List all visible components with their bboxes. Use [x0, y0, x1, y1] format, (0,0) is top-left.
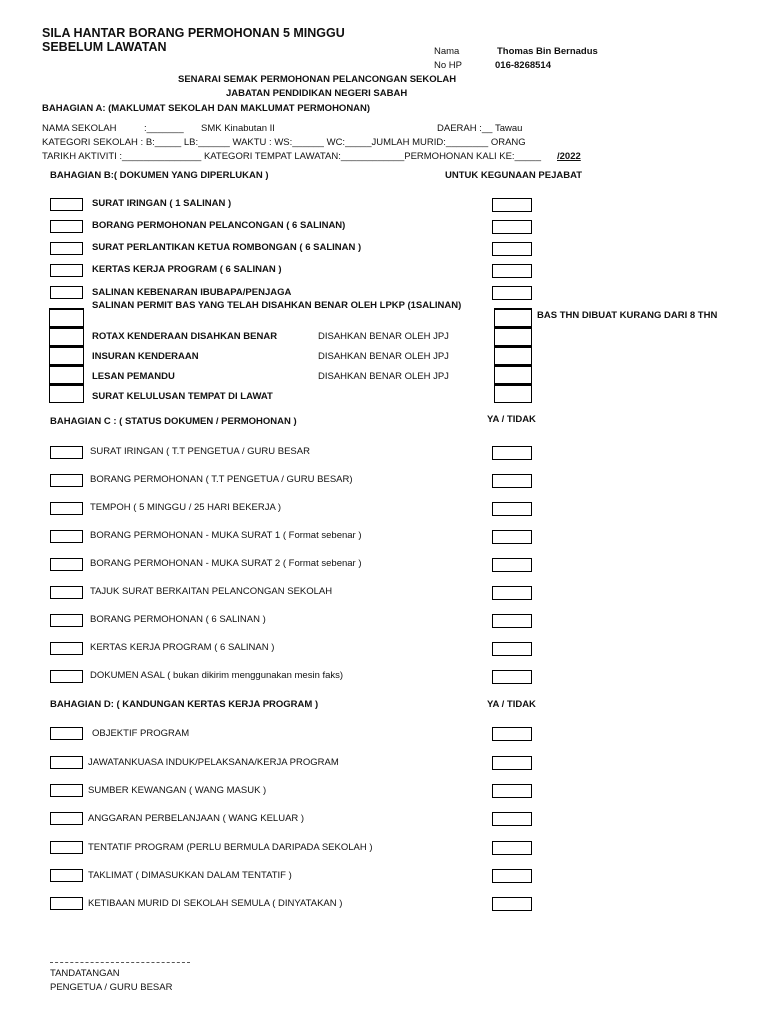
doc-subtitle: JABATAN PENDIDIKAN NEGERI SABAH — [226, 88, 408, 99]
checkbox-d7[interactable] — [50, 897, 83, 910]
signature-line — [50, 962, 190, 963]
doc-item-1: SURAT IRINGAN ( 1 SALINAN ) — [92, 198, 232, 209]
checkbox-d6[interactable] — [50, 869, 83, 882]
office-checkbox-b4[interactable] — [492, 264, 532, 278]
checkbox-c5[interactable] — [50, 558, 83, 571]
status-checkbox-c3[interactable] — [492, 502, 532, 516]
status-item-9: DOKUMEN ASAL ( bukan dikirim menggunakan mesin faks) — [90, 670, 344, 681]
status-item-8: KERTAS KERJA PROGRAM ( 6 SALINAN ) — [90, 642, 275, 653]
office-checkbox-b1[interactable] — [492, 198, 532, 212]
content-item-6: TAKLIMAT ( DIMASUKKAN DALAM TENTATIF ) — [88, 870, 292, 881]
office-checkbox-b3[interactable] — [492, 242, 532, 256]
doc-item-10: SURAT KELULUSAN TEMPAT DI LAWAT — [92, 391, 273, 402]
checkbox-c2[interactable] — [50, 474, 83, 487]
status-checkbox-c1[interactable] — [492, 446, 532, 460]
content-checkbox-d7[interactable] — [492, 897, 532, 911]
checkbox-c8[interactable] — [50, 642, 83, 655]
nama-value: Thomas Bin Bernadus — [497, 46, 598, 57]
office-checkbox-b5[interactable] — [492, 286, 532, 300]
status-item-4: BORANG PERMOHONAN - MUKA SURAT 1 ( Format sebenar ) — [90, 530, 362, 541]
checkbox-c4[interactable] — [50, 530, 83, 543]
office-checkbox-b9[interactable] — [494, 365, 532, 384]
checkbox-c1[interactable] — [50, 446, 83, 459]
checkbox-c6[interactable] — [50, 586, 83, 599]
content-checkbox-d2[interactable] — [492, 756, 532, 770]
checkbox-d4[interactable] — [50, 812, 83, 825]
checkbox-b2[interactable] — [50, 220, 83, 233]
jpj-note-3: DISAHKAN BENAR OLEH JPJ — [318, 371, 449, 382]
status-item-3: TEMPOH ( 5 MINGGU / 25 HARI BEKERJA ) — [90, 502, 282, 513]
checkbox-b3[interactable] — [50, 242, 83, 255]
status-item-2: BORANG PERMOHONAN ( T.T PENGETUA / GURU BESAR) — [90, 474, 353, 485]
nama-label: Nama — [434, 46, 460, 57]
content-checkbox-d1[interactable] — [492, 727, 532, 741]
checkbox-d5[interactable] — [50, 841, 83, 854]
section-a-heading: BAHAGIAN A: (MAKLUMAT SEKOLAH DAN MAKLUMAT PERMOHONAN) — [42, 103, 371, 114]
bas-note: BAS THN DIBUAT KURANG DARI 8 THN — [537, 310, 718, 321]
doc-item-5: SALINAN KEBENARAN IBUBAPA/PENJAGA — [92, 287, 292, 298]
checkbox-b4[interactable] — [50, 264, 83, 277]
kategori-sekolah-line: KATEGORI SEKOLAH : B:_____ LB:______ WAKTU : WS:______ WC:_____JUMLAH MURID:________ ORANG — [42, 137, 526, 148]
doc-item-9: LESAN PEMANDU — [92, 371, 175, 382]
daerah-value: Tawau — [495, 123, 523, 134]
header-line1: SILA HANTAR BORANG PERMOHONAN 5 MINGGU — [42, 26, 345, 40]
content-checkbox-d5[interactable] — [492, 841, 532, 855]
doc-title: SENARAI SEMAK PERMOHONAN PELANCONGAN SEKOLAH — [178, 74, 457, 85]
content-item-1: OBJEKTIF PROGRAM — [92, 728, 190, 739]
nama-sekolah-sep: :_______ — [144, 123, 184, 134]
checkbox-b1[interactable] — [50, 198, 83, 211]
doc-item-2: BORANG PERMOHONAN PELANCONGAN ( 6 SALINAN) — [92, 220, 346, 231]
checkbox-d3[interactable] — [50, 784, 83, 797]
checkbox-b9[interactable] — [49, 365, 84, 384]
status-checkbox-c5[interactable] — [492, 558, 532, 572]
jpj-note-1: DISAHKAN BENAR OLEH JPJ — [318, 331, 449, 342]
status-item-7: BORANG PERMOHONAN ( 6 SALINAN ) — [90, 614, 266, 625]
doc-item-8: INSURAN KENDERAAN — [92, 351, 199, 362]
content-item-3: SUMBER KEWANGAN ( WANG MASUK ) — [88, 785, 267, 796]
daerah-label: DAERAH :__ — [437, 123, 493, 134]
checkbox-d2[interactable] — [50, 756, 83, 769]
doc-item-3: SURAT PERLANTIKAN KETUA ROMBONGAN ( 6 SALINAN ) — [92, 242, 362, 253]
section-d-heading: BAHAGIAN D: ( KANDUNGAN KERTAS KERJA PROGRAM ) — [50, 699, 319, 710]
office-checkbox-b2[interactable] — [492, 220, 532, 234]
section-d-ya-tidak: YA / TIDAK — [487, 699, 536, 710]
jpj-note-2: DISAHKAN BENAR OLEH JPJ — [318, 351, 449, 362]
checkbox-b7[interactable] — [49, 327, 84, 346]
checkbox-c3[interactable] — [50, 502, 83, 515]
nama-sekolah-value: SMK Kinabutan II — [201, 123, 275, 134]
status-checkbox-c6[interactable] — [492, 586, 532, 600]
content-checkbox-d4[interactable] — [492, 812, 532, 826]
signature-label: TANDATANGAN — [50, 968, 120, 979]
status-checkbox-c8[interactable] — [492, 642, 532, 656]
office-checkbox-b7[interactable] — [494, 327, 532, 346]
doc-item-7: ROTAX KENDERAAN DISAHKAN BENAR — [92, 331, 278, 342]
content-checkbox-d3[interactable] — [492, 784, 532, 798]
tahun-value: /2022 — [557, 151, 581, 162]
checkbox-b5[interactable] — [50, 286, 83, 299]
office-use-heading: UNTUK KEGUNAAN PEJABAT — [445, 170, 583, 181]
content-item-7: KETIBAAN MURID DI SEKOLAH SEMULA ( DINYATAKAN ) — [88, 898, 343, 909]
signature-title: PENGETUA / GURU BESAR — [50, 982, 173, 993]
status-checkbox-c2[interactable] — [492, 474, 532, 488]
office-checkbox-b10[interactable] — [494, 384, 532, 403]
status-checkbox-c9[interactable] — [492, 670, 532, 684]
content-checkbox-d6[interactable] — [492, 869, 532, 883]
nama-sekolah-label: NAMA SEKOLAH — [42, 123, 117, 134]
checkbox-b10[interactable] — [49, 384, 84, 403]
nohp-value: 016-8268514 — [495, 60, 551, 71]
doc-item-4: KERTAS KERJA PROGRAM ( 6 SALINAN ) — [92, 264, 282, 275]
checkbox-b8[interactable] — [49, 346, 84, 365]
section-c-ya-tidak: YA / TIDAK — [487, 414, 536, 425]
content-item-5: TENTATIF PROGRAM (PERLU BERMULA DARIPADA SEKOLAH ) — [88, 842, 373, 853]
checkbox-d1[interactable] — [50, 727, 83, 740]
office-checkbox-b8[interactable] — [494, 346, 532, 365]
nohp-label: No HP — [434, 60, 462, 71]
status-checkbox-c7[interactable] — [492, 614, 532, 628]
status-item-1: SURAT IRINGAN ( T.T PENGETUA / GURU BESAR — [90, 446, 310, 457]
checkbox-b6[interactable] — [49, 308, 84, 327]
status-item-5: BORANG PERMOHONAN - MUKA SURAT 2 ( Format sebenar ) — [90, 558, 362, 569]
section-b-heading: BAHAGIAN B:( DOKUMEN YANG DIPERLUKAN ) — [50, 170, 269, 181]
section-c-heading: BAHAGIAN C : ( STATUS DOKUMEN / PERMOHONAN ) — [50, 416, 297, 427]
content-item-4: ANGGARAN PERBELANJAAN ( WANG KELUAR ) — [88, 813, 305, 824]
checkbox-c9[interactable] — [50, 670, 83, 683]
doc-item-6: SALINAN PERMIT BAS YANG TELAH DISAHKAN BENAR OLEH LPKP (1SALINAN) — [92, 300, 462, 311]
tarikh-aktiviti-line: TARIKH AKTIVITI :_______________ KATEGORI TEMPAT LAWATAN:____________PERMOHONAN KALI KE:_____ — [42, 151, 541, 162]
header-line2: SEBELUM LAWATAN — [42, 40, 167, 54]
status-checkbox-c4[interactable] — [492, 530, 532, 544]
office-checkbox-b6[interactable] — [494, 308, 532, 327]
checkbox-c7[interactable] — [50, 614, 83, 627]
content-item-2: JAWATANKUASA INDUK/PELAKSANA/KERJA PROGRAM — [88, 757, 339, 768]
status-item-6: TAJUK SURAT BERKAITAN PELANCONGAN SEKOLAH — [90, 586, 333, 597]
